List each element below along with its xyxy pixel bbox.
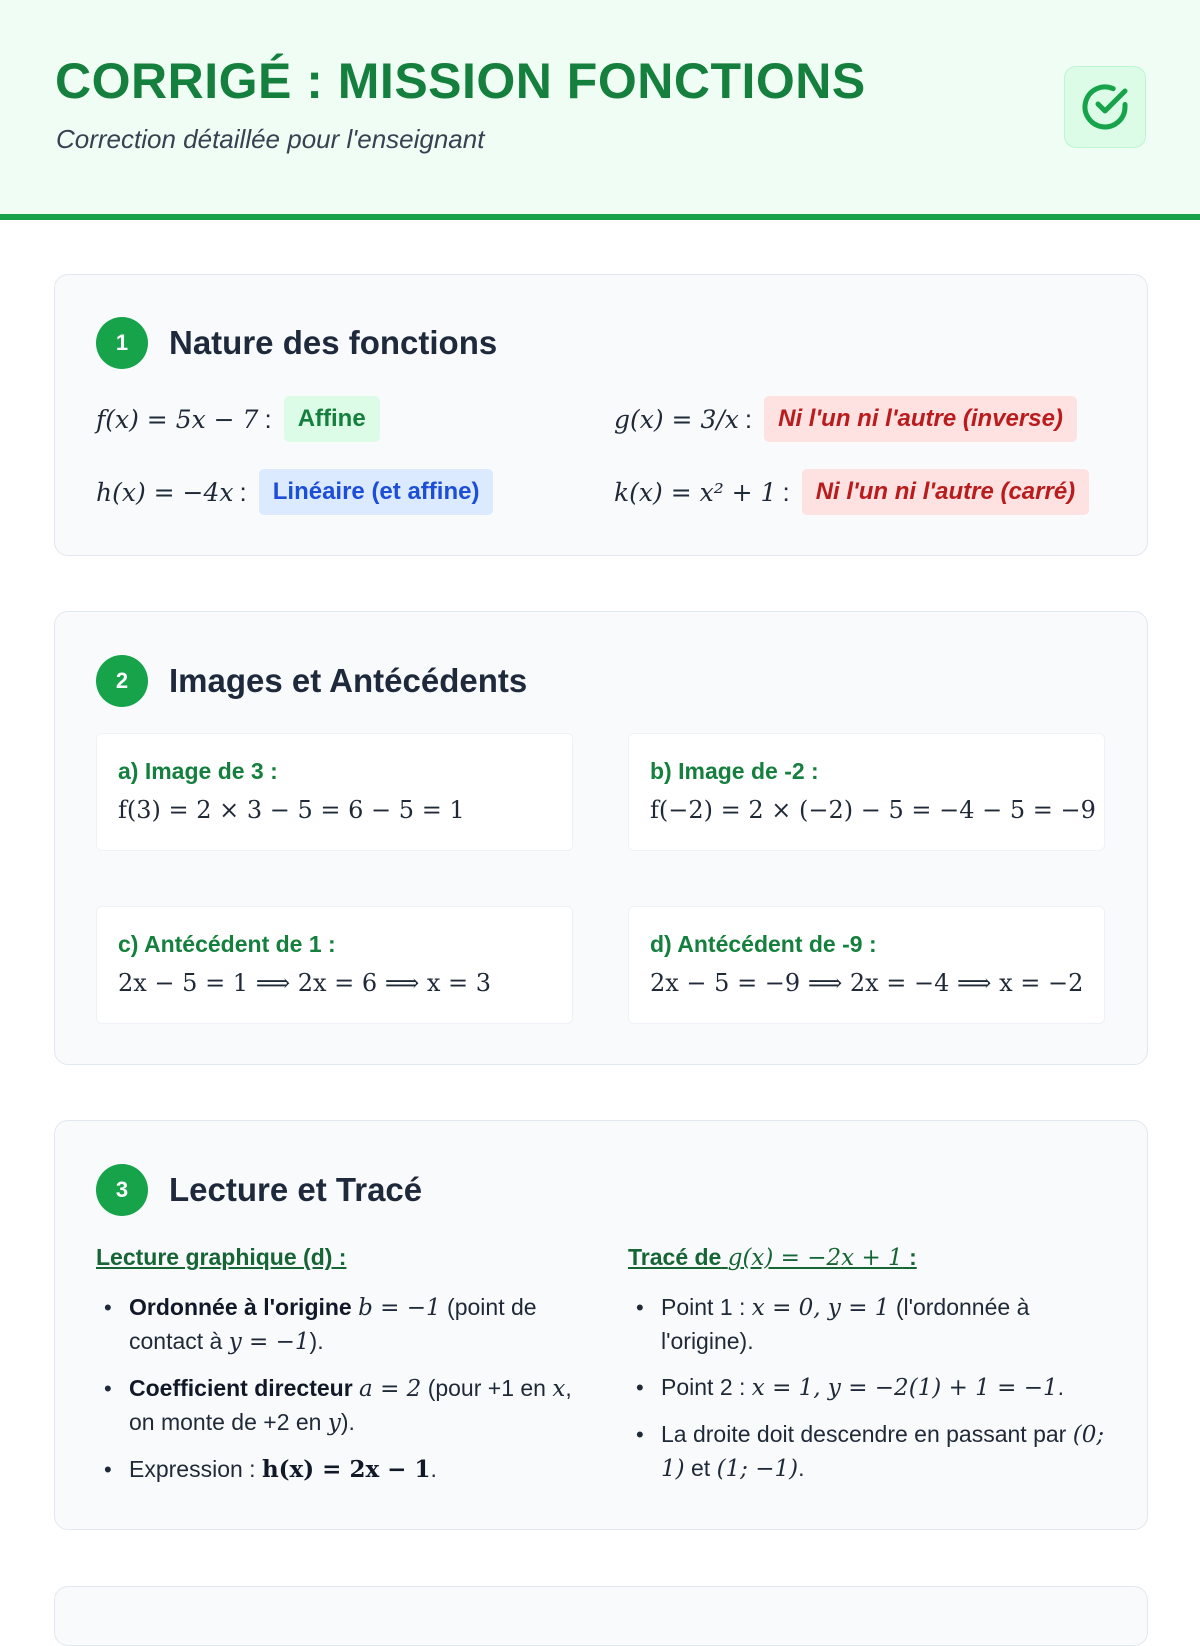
section-title: Lecture et Tracé bbox=[169, 1171, 423, 1208]
nature-item: k(x) = x² + 1 : Ni l'un ni l'autre (carré) bbox=[614, 469, 1089, 515]
drawing-list bbox=[628, 1291, 1118, 1499]
calc-box bbox=[96, 906, 573, 1024]
section-lecture bbox=[54, 1120, 1148, 1530]
list-item: • La droite doit descendre en passant par (0; 1) et (1; −1). bbox=[628, 1418, 1118, 1486]
nature-item: f(x) = 5x − 7 : Affine bbox=[96, 396, 380, 442]
page-header bbox=[0, 0, 1200, 220]
section-header bbox=[96, 1164, 422, 1216]
function-expression: g(x) = 3/x bbox=[614, 404, 739, 434]
check-badge bbox=[1064, 66, 1146, 148]
check-circle-icon bbox=[1078, 80, 1132, 134]
section-number: 1 bbox=[96, 317, 148, 369]
nature-badge: Ni l'un ni l'autre (inverse) bbox=[764, 396, 1077, 442]
list-item: • Ordonnée à l'origine b = −1 (point de contact à y = −1). bbox=[96, 1291, 596, 1359]
page-title: CORRIGÉ : MISSION FONCTIONS bbox=[55, 53, 866, 109]
list-item: • Point 2 : x = 1, y = −2(1) + 1 = −1. bbox=[628, 1371, 1118, 1405]
function-expression: h(x) = −4x bbox=[96, 477, 234, 507]
calc-box bbox=[628, 906, 1105, 1024]
function-expression: f(x) = 5x − 7 bbox=[96, 404, 259, 434]
nature-item: g(x) = 3/x : Ni l'un ni l'autre (inverse) bbox=[614, 396, 1077, 442]
calc-box bbox=[628, 733, 1105, 851]
list-item: • Expression : h(x) = 2x − 1. bbox=[96, 1453, 596, 1486]
right-column-title: Tracé de g(x) = −2x + 1 : bbox=[628, 1244, 917, 1271]
nature-badge: Linéaire (et affine) bbox=[259, 469, 494, 515]
section-number: 3 bbox=[96, 1164, 148, 1216]
section-title: Images et Antécédents bbox=[169, 662, 528, 699]
section-images bbox=[54, 611, 1148, 1065]
reading-list bbox=[96, 1291, 596, 1499]
section-number: 2 bbox=[96, 655, 148, 707]
calc-label: d) Antécédent de -9 : bbox=[650, 931, 877, 957]
nature-item: h(x) = −4x : Linéaire (et affine) bbox=[96, 469, 493, 515]
section-header bbox=[96, 317, 497, 369]
calc-expression: 2x − 5 = −9 ⟹ 2x = −4 ⟹ x = −2 bbox=[650, 969, 1084, 997]
section-title: Nature des fonctions bbox=[169, 324, 498, 361]
section-header bbox=[96, 655, 527, 707]
nature-badge: Affine bbox=[284, 396, 380, 442]
section-next bbox=[54, 1586, 1148, 1646]
section-nature bbox=[54, 274, 1148, 556]
calc-expression: f(−2) = 2 × (−2) − 5 = −4 − 5 = −9 bbox=[650, 796, 1096, 824]
calc-label: c) Antécédent de 1 : bbox=[118, 931, 336, 957]
page-subtitle: Correction détaillée pour l'enseignant bbox=[56, 124, 485, 154]
list-item: • Coefficient directeur a = 2 (pour +1 en x, on monte de +2 en y). bbox=[96, 1372, 596, 1440]
calc-box bbox=[96, 733, 573, 851]
calc-label: b) Image de -2 : bbox=[650, 758, 819, 784]
calc-expression: f(3) = 2 × 3 − 5 = 6 − 5 = 1 bbox=[118, 796, 465, 824]
nature-badge: Ni l'un ni l'autre (carré) bbox=[802, 469, 1089, 515]
calc-label: a) Image de 3 : bbox=[118, 758, 278, 784]
list-item: • Point 1 : x = 0, y = 1 (l'ordonnée à l'origine). bbox=[628, 1291, 1118, 1358]
function-expression: k(x) = x² + 1 bbox=[614, 477, 777, 507]
left-column-title: Lecture graphique (d) : bbox=[96, 1244, 347, 1270]
calc-expression: 2x − 5 = 1 ⟹ 2x = 6 ⟹ x = 3 bbox=[118, 969, 492, 997]
